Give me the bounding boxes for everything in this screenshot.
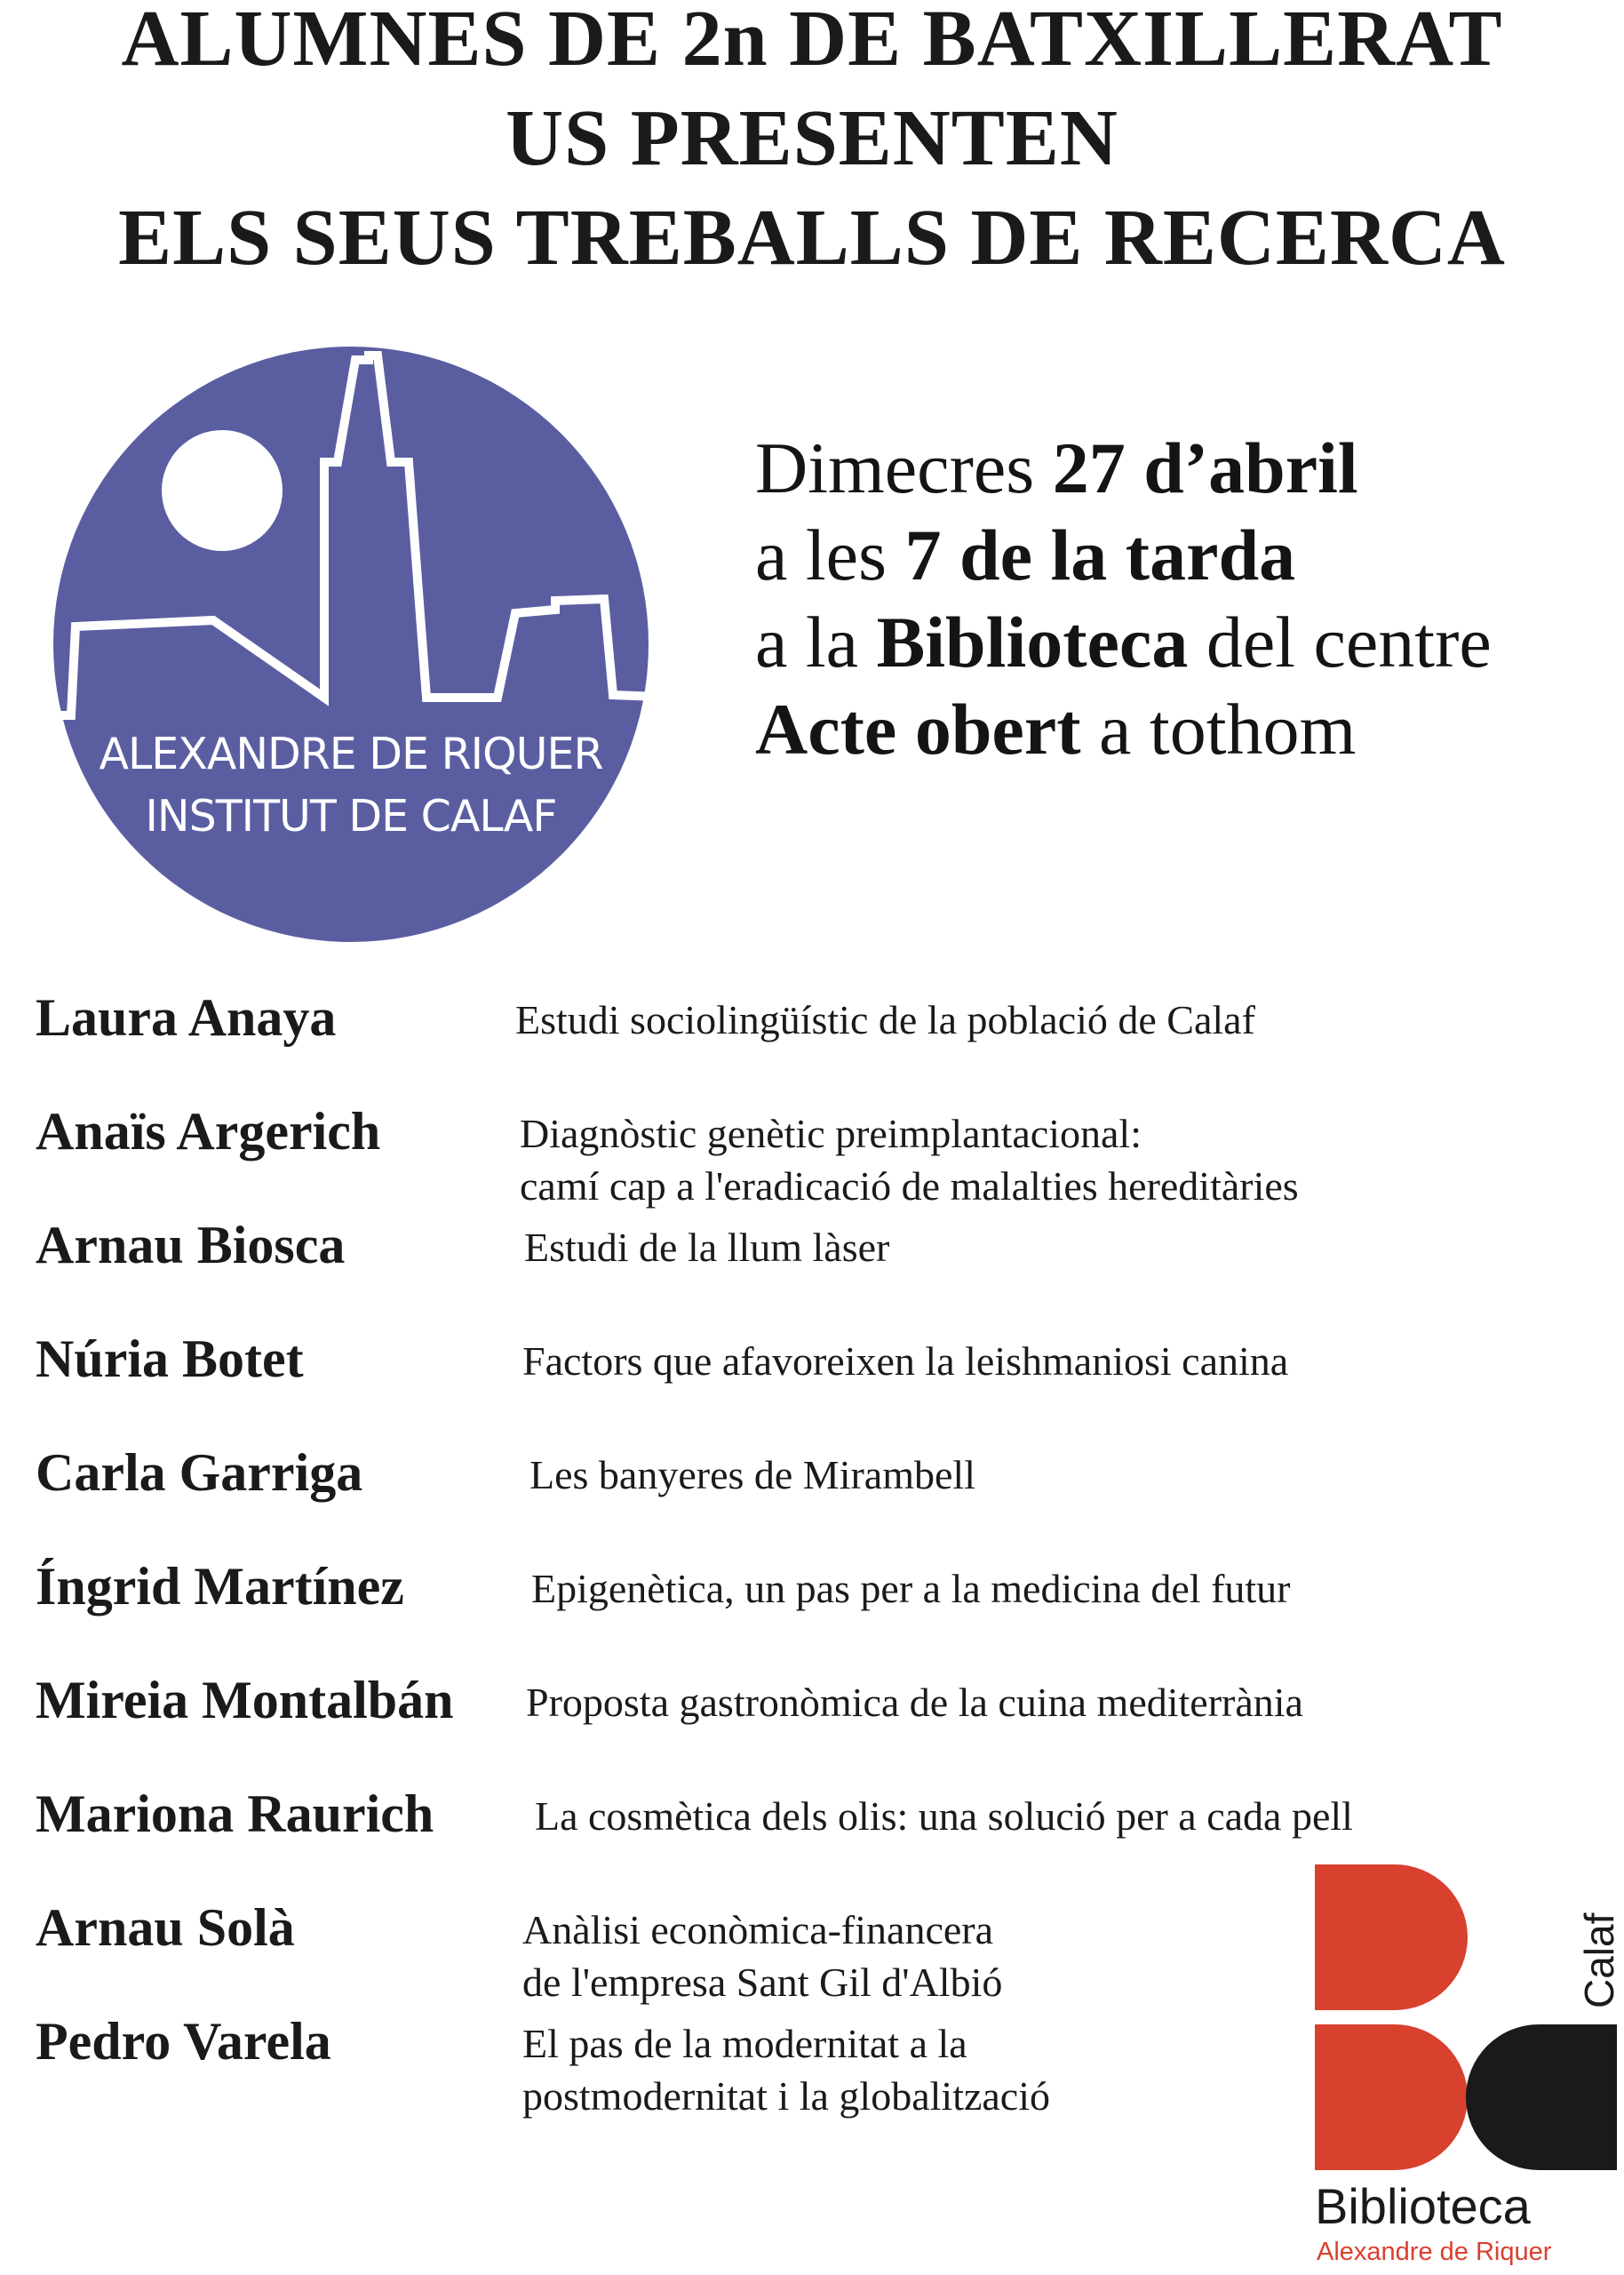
library-logo-lower-bowl bbox=[1315, 2024, 1468, 2170]
event-time: a les 7 de la tarda bbox=[755, 515, 1296, 595]
library-logo bbox=[1306, 1864, 1624, 2275]
student-name: Pedro Varela bbox=[36, 2012, 331, 2071]
student-name: Laura Anaya bbox=[36, 988, 337, 1047]
title-line-3: ELS SEUS TREBALLS DE RECERCA bbox=[118, 194, 1506, 282]
library-subtitle: Alexandre de Riquer bbox=[1317, 2238, 1552, 2266]
student-name: Mireia Montalbán bbox=[36, 1671, 454, 1729]
work-topic: La cosmètica dels olis: una solució per a cada pell bbox=[535, 1793, 1353, 1839]
work-topic: Epigenètica, un pas per a la medicina del futur bbox=[531, 1566, 1291, 1611]
work-topic: El pas de la modernitat a la postmodernitat i la globalització bbox=[522, 2021, 1051, 2119]
student-name: Anaïs Argerich bbox=[36, 1102, 381, 1161]
event-access: Acte obert a tothom bbox=[755, 689, 1357, 770]
work-topic: Anàlisi econòmica-financera de l'empresa Sant Gil d'Albió bbox=[522, 1907, 1003, 2005]
school-logo bbox=[0, 347, 711, 951]
student-name: Núria Botet bbox=[36, 1329, 304, 1388]
logo-circle bbox=[53, 347, 649, 942]
library-name: Biblioteca bbox=[1315, 2178, 1531, 2234]
work-topic: Estudi sociolingüístic de la població de Calaf bbox=[515, 997, 1255, 1042]
title-line-2: US PRESENTEN bbox=[506, 94, 1118, 182]
poster-title bbox=[0, 0, 1624, 288]
title-line-1: ALUMNES DE 2n DE BATXILLERAT bbox=[121, 0, 1503, 83]
student-name: Íngrid Martínez bbox=[36, 1557, 404, 1616]
work-topic: Factors que afavoreixen la leishmaniosi canina bbox=[522, 1338, 1289, 1384]
library-logo-a-shape bbox=[1466, 2024, 1617, 2170]
work-topic: Estudi de la llum làser bbox=[524, 1225, 890, 1270]
student-name: Arnau Solà bbox=[36, 1898, 295, 1957]
student-name: Mariona Raurich bbox=[36, 1784, 434, 1843]
logo-school-name: ALEXANDRE DE RIQUER bbox=[99, 729, 603, 779]
work-topic: Les banyeres de Mirambell bbox=[529, 1452, 975, 1497]
work-topic: Diagnòstic genètic preimplantacional: camí cap a l'eradicació de malalties hereditàries bbox=[520, 1111, 1299, 1209]
logo-school-town: INSTITUT DE CALAF bbox=[145, 791, 557, 842]
library-town: Calaf bbox=[1576, 1912, 1622, 2008]
library-logo-upper-bowl bbox=[1315, 1864, 1468, 2010]
event-details bbox=[755, 425, 1492, 773]
student-name: Carla Garriga bbox=[36, 1443, 363, 1502]
event-place: a la Biblioteca del centre bbox=[755, 602, 1492, 682]
event-date: Dimecres 27 d’abril bbox=[755, 427, 1358, 508]
school-logo-graphic bbox=[0, 347, 711, 951]
moon-icon bbox=[162, 430, 283, 551]
work-topic: Proposta gastronòmica de la cuina mediterrània bbox=[526, 1680, 1303, 1725]
student-name: Arnau Biosca bbox=[36, 1216, 346, 1274]
